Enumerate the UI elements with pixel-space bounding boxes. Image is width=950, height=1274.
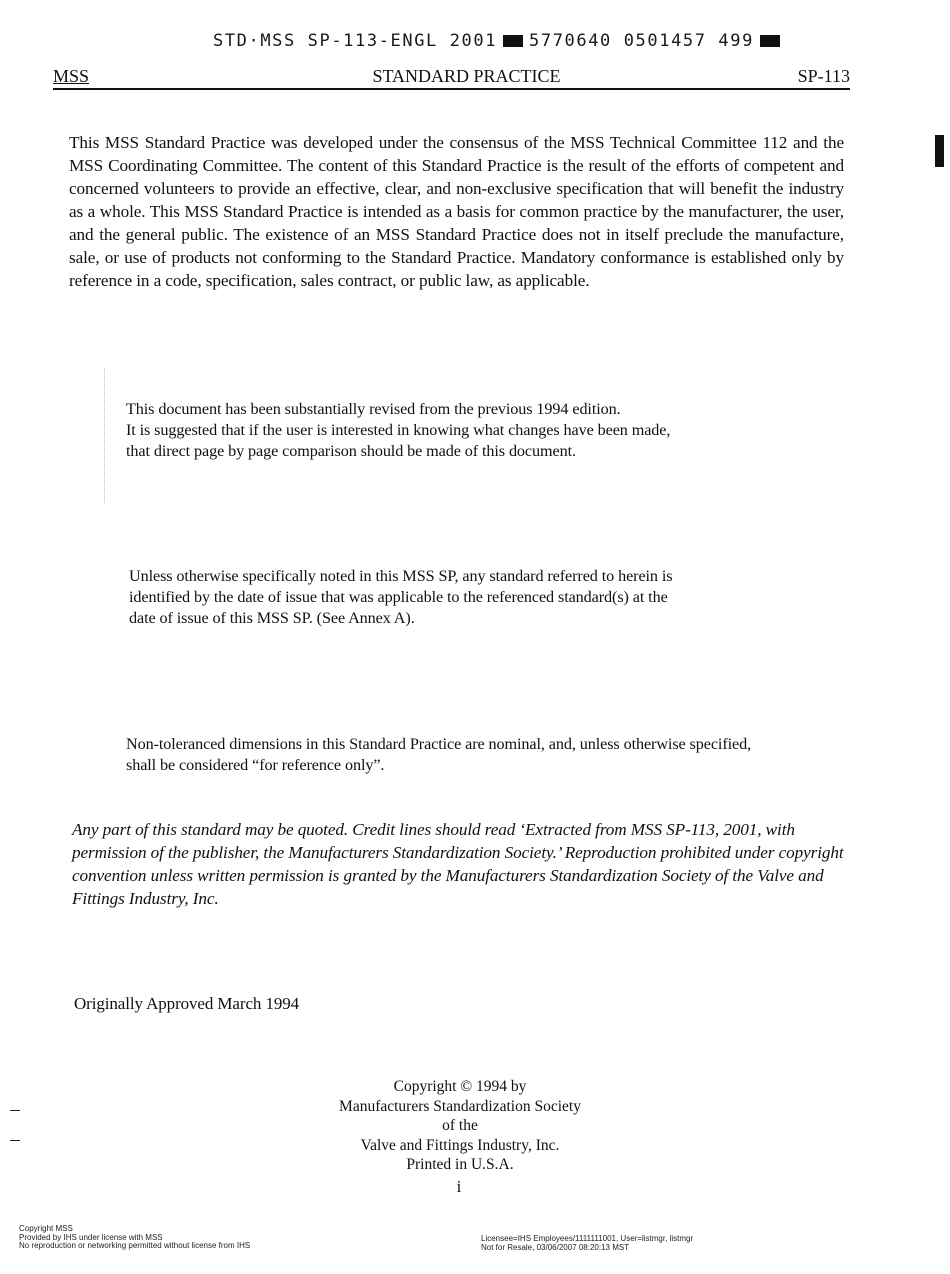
header-doc-number: SP-113 bbox=[797, 66, 850, 86]
footer-license-left: Copyright MSS Provided by IHS under license with MSS No reproduction or networking permitted without license from IHS bbox=[19, 1224, 251, 1250]
copyright-block: Copyright © 1994 by Manufacturers Standardization Society of the Valve and Fittings Industry, Inc. Printed in U.S.A. bbox=[339, 1078, 581, 1173]
margin-dash-mark bbox=[10, 1140, 20, 1141]
non-toleranced-dimensions-paragraph: Non-toleranced dimensions in this Standard Practice are nominal, and, unless otherwise specified, shall be considered “for reference only”. bbox=[126, 735, 752, 774]
header-org: MSS bbox=[53, 66, 90, 86]
footer-license-right: Licensee=IHS Employees/1111111001, User=listmgr, listmgr Not for Resale, 03/06/2007 08:20:13 MST bbox=[481, 1234, 694, 1252]
page-number: i bbox=[456, 1177, 462, 1196]
stamp-part-1: STD·MSS SP-113-ENGL 2001 bbox=[213, 31, 498, 51]
referenced-standards-paragraph: Unless otherwise specifically noted in this MSS SP, any standard referred to herein is identified by the date of issue that was applicable to the referenced standard(s) at the date of issue of this MSS SP. (See Annex A). bbox=[129, 567, 673, 627]
stamp-part-2: 5770640 0501457 499 bbox=[529, 31, 754, 51]
margin-dash-mark bbox=[10, 1110, 20, 1111]
page-header bbox=[53, 66, 850, 90]
quotation-permission-paragraph: Any part of this standard may be quoted. Credit lines should read ‘Extracted from MSS SP-113, 2001, with permission of the publisher, the Manufacturers Standardization Society.’ Reproduction prohibited under copyright convention unless written permission is granted by the Manufacturers Standardization Society of the Valve and Fittings Industry, Inc. bbox=[72, 820, 844, 908]
original-approval-line: Originally Approved March 1994 bbox=[74, 994, 300, 1013]
dotted-margin-line bbox=[104, 368, 105, 503]
stamp-block-mark bbox=[503, 35, 523, 47]
intro-paragraph: This MSS Standard Practice was developed under the consensus of the MSS Technical Committee 112 and the MSS Coordinating Committee. The content of this Standard Practice is the result of the efforts of competent and concerned volunteers to provide an effective, clear, and non-exclusive specification that will benefit the industry as a whole. This MSS Standard Practice is intended as a basis for common practice by the manufacturer, the user, and the general public. The existence of an MSS Standard Practice does not in itself preclude the manufacture, sale, or use of products not conforming to the Standard Practice. Mandatory conformance is established only by reference in a code, specification, sales contract, or public law, as applicable. bbox=[69, 133, 844, 290]
stamp-block-mark-end bbox=[760, 35, 780, 47]
revision-note-paragraph: This document has been substantially revised from the previous 1994 edition. It is suggested that if the user is interested in knowing what changes have been made, that direct page by page comparison should be made of this document. bbox=[126, 400, 671, 460]
header-title: STANDARD PRACTICE bbox=[372, 66, 561, 86]
revision-margin-bar bbox=[935, 135, 944, 167]
document-id-stamp bbox=[213, 31, 786, 51]
